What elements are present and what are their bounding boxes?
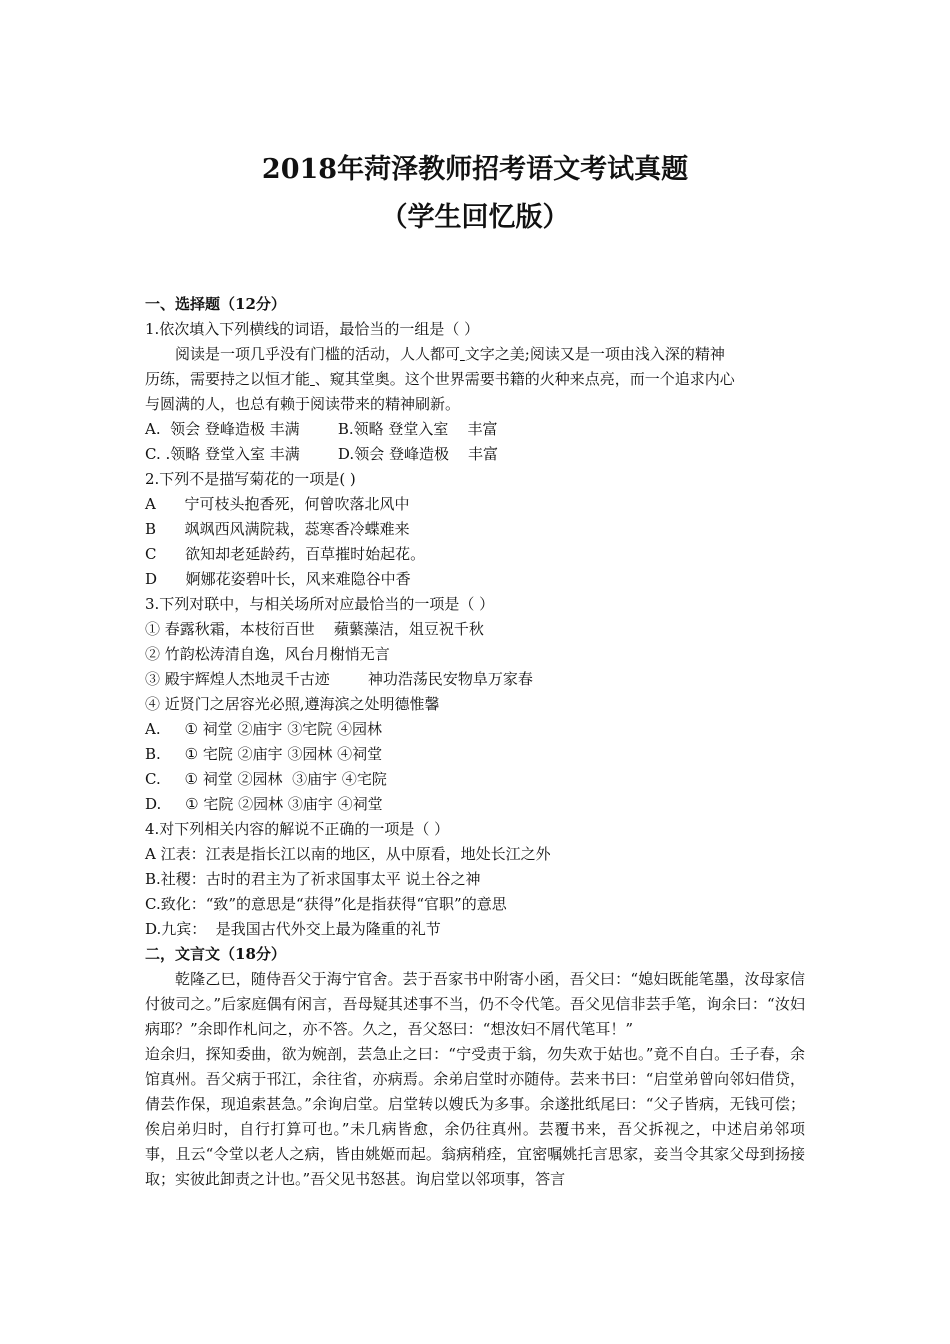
passage-line <box>145 367 805 392</box>
section-heading: 二，文言文（18分） <box>145 945 286 963</box>
option-line: B.社稷：古时的君主为了祈求国事太平 说土谷之神 <box>145 870 481 888</box>
passage-line <box>145 342 805 367</box>
option-line: A 江表：江表是指长江以南的地区，从中原看，地处长江之外 <box>145 845 551 863</box>
option-line: A 宁可枝头抱香死，何曾吹落北风中 <box>145 495 410 513</box>
option-line: C. .领略 登堂入室 丰满 D.领会 登峰造极 丰富 <box>145 445 499 463</box>
couplet-line: ④ 近贤门之居容光必照,遵海滨之处明德惟馨 <box>145 695 440 713</box>
option-line: A. ① 祠堂 ②庙宇 ③宅院 ④园林 <box>145 720 382 738</box>
couplet-line: ③ 殿宇辉煌人杰地灵千古迹 神功浩荡民安物阜万家春 <box>145 670 533 688</box>
option-line: D. ① 宅院 ②园林 ③庙宇 ④祠堂 <box>145 795 383 813</box>
option-line: C.致化：“致”的意思是“获得”化是指获得“官职”的意思 <box>145 895 507 913</box>
passage-text: 文字之美;阅读又是一项由浅入深的精神 <box>464 345 725 363</box>
option-line: B 飒飒西风满院栽，蕊寒香冷蝶难来 <box>145 520 410 538</box>
question-stem: 3.下列对联中，与相关场所对应最恰当的一项是（ ） <box>145 595 495 613</box>
option-line: D.九宾： 是我国古代外交上最为隆重的礼节 <box>145 920 441 938</box>
classical-text-paragraph: 乾隆乙巳，随侍吾父于海宁官舍。芸于吾家书中附寄小函，吾父曰：“媳妇既能笔墨，汝母家信付彼司之。”后家庭偶有闲言，吾母疑其述事不当，仍不令代笔。吾父见信非芸手笔，询余曰：“汝妇病耶？”余即作札问之，亦不答。久之，吾父怒曰：“想汝妇不屑代笔耳！” <box>145 970 805 1038</box>
passage-text: 历练，需要持之以恒才能 <box>145 370 311 388</box>
option-line: B. ① 宅院 ②庙宇 ③园林 ④祠堂 <box>145 745 383 763</box>
option-line: C. ① 祠堂 ②园林 ③庙宇 ④宅院 <box>145 770 387 788</box>
option-line: D 婀娜花姿碧叶长，风来难隐谷中香 <box>145 570 411 588</box>
document-title: 2018年菏泽教师招考语文考试真题 <box>261 154 689 185</box>
couplet-line: ① 春露秋霜，本枝衍百世 蘋蘩藻洁，俎豆祝千秋 <box>145 620 484 638</box>
question-stem: 4.对下列相关内容的解说不正确的一项是（ ） <box>145 820 450 838</box>
passage-text: 阅读是一项几乎没有门槛的活动，人人都可 <box>175 345 461 363</box>
passage-text: 、窥其堂奥。这个世界需要书籍的火种来点亮，而一个追求内心 <box>314 370 735 388</box>
option-line: C 欲知却老延龄药，百草摧时始起花。 <box>145 545 426 563</box>
document-subtitle: （学生回忆版） <box>380 202 570 233</box>
option-line: A. 领会 登峰造极 丰满 B.领略 登堂入室 丰富 <box>145 420 498 438</box>
couplet-line: ② 竹韵松涛清自逸，风台月榭悄无言 <box>145 645 390 663</box>
classical-text-paragraph: 迨余归，探知委曲，欲为婉剖，芸急止之曰：“宁受责于翁，勿失欢于姑也。”竟不自白。壬子春，余馆真州。吾父病于邗江，余往省，亦病焉。余弟启堂时亦随侍。芸来书曰：“启堂弟曾向邻妇借贷，倩芸作保，现追索甚急。”余询启堂。启堂转以嫂氏为多事。余遂批纸尾曰：“父子皆病，无钱可偿；俟启弟归时，自行打算可也。”未几病皆愈，余仍往真州。芸覆书来，吾父拆视之，中述启弟邻项事，且云“令堂以老人之病，皆由姚姬而起。翁病稍痊，宜密嘱姚托言思家，妾当令其家父母到扬接取；实彼此卸责之计也。”吾父见书怒甚。询启堂以邻项事，答言 <box>145 1045 805 1188</box>
section-heading: 一、选择题（12分） <box>145 295 286 313</box>
question-stem: 1.依次填入下列横线的词语，最恰当的一组是（ ） <box>145 320 480 338</box>
question-stem: 2.下列不是描写菊花的一项是( ) <box>145 470 356 488</box>
passage-line: 与圆满的人，也总有赖于阅读带来的精神刷新。 <box>145 395 461 413</box>
document-body <box>145 292 805 1192</box>
